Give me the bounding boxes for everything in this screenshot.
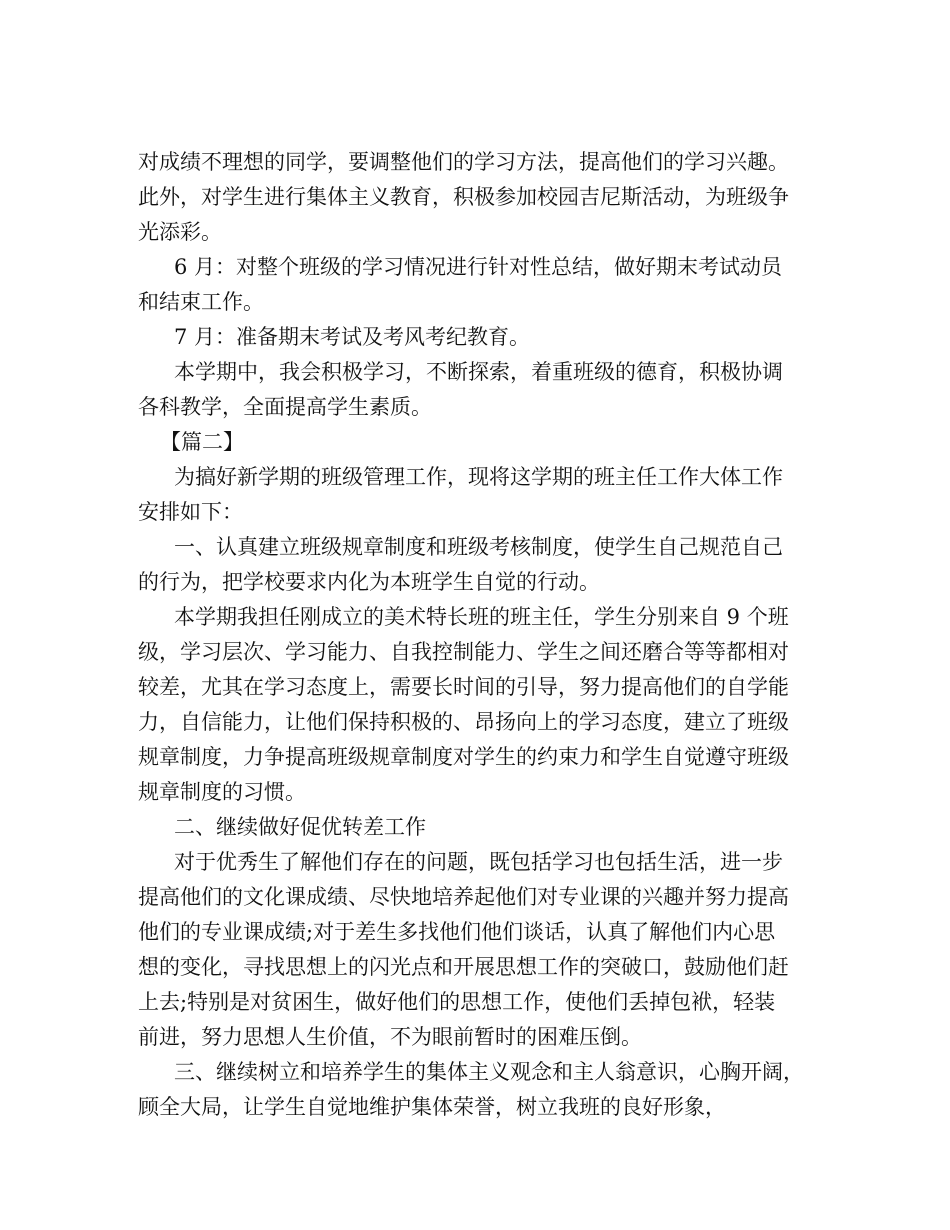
paragraph: [138, 250, 818, 320]
text-line: 和结束工作。: [138, 290, 264, 314]
paragraph: [138, 600, 818, 810]
text-line: 安排如下：: [138, 500, 243, 524]
text-line: 的行为，把学校要求内化为本班学生自觉的行动。: [138, 570, 600, 594]
text-line: 为搞好新学期的班级管理工作，现将这学期的班主任工作大体工作: [174, 465, 783, 489]
paragraph: [138, 320, 818, 355]
section-heading: [138, 425, 818, 460]
text-line: 各科教学，全面提高学生素质。: [138, 395, 432, 419]
text-line: 级，学习层次、学习能力、自我控制能力、学生之间还磨合等等都相对: [138, 640, 789, 664]
paragraph: [138, 355, 818, 425]
paragraph: [138, 1055, 818, 1125]
text-line: 前进，努力思想人生价值，不为眼前暂时的困难压倒。: [138, 1025, 642, 1049]
text-line: 力，自信能力，让他们保持积极的、昂扬向上的学习态度，建立了班级: [138, 710, 789, 734]
text-line: 6 月：对整个班级的学习情况进行针对性总结，做好期末考试动员: [174, 255, 783, 279]
text-line: 规章制度，力争提高班级规章制度对学生的约束力和学生自觉遵守班级: [138, 745, 789, 769]
text-line: 一、认真建立班级规章制度和班级考核制度，使学生自己规范自己: [174, 535, 783, 559]
text-line: 提高他们的文化课成绩、尽快地培养起他们对专业课的兴趣并努力提高: [138, 885, 789, 909]
text-line: 三、继续树立和培养学生的集体主义观念和主人翁意识，心胸开阔，: [174, 1060, 804, 1084]
text-line: 顾全大局，让学生自觉地维护集体荣誉，树立我班的良好形象，: [138, 1095, 726, 1119]
text-line: 对成绩不理想的同学，要调整他们的学习方法，提高他们的学习兴趣。: [138, 150, 789, 174]
text-line: 想的变化，寻找思想上的闪光点和开展思想工作的突破口，鼓励他们赶: [138, 955, 789, 979]
text-line: 【篇二】: [160, 430, 244, 454]
text-line: 此外，对学生进行集体主义教育，积极参加校园吉尼斯活动，为班级争: [138, 185, 789, 209]
text-line: 对于优秀生了解他们存在的问题，既包括学习也包括生活，进一步: [174, 850, 783, 874]
text-line: 7 月：准备期末考试及考风考纪教育。: [174, 325, 531, 349]
paragraph: [138, 845, 818, 1055]
paragraph: [138, 145, 818, 250]
paragraph: [138, 530, 818, 600]
text-line: 上去;特别是对贫困生，做好他们的思想工作，使他们丢掉包袱，轻装: [138, 990, 776, 1014]
document-page: [138, 145, 818, 1125]
text-line: 他们的专业课成绩;对于差生多找他们他们谈话，认真了解他们内心思: [138, 920, 776, 944]
text-line: 光添彩。: [138, 220, 222, 244]
text-line: 规章制度的习惯。: [138, 780, 306, 804]
text-line: 本学期我担任刚成立的美术特长班的班主任，学生分别来自 9 个班: [174, 605, 789, 629]
paragraph: [138, 810, 818, 845]
text-line: 本学期中，我会积极学习，不断探索，着重班级的德育，积极协调: [174, 360, 783, 384]
text-line: 二、继续做好促优转差工作: [174, 815, 426, 839]
paragraph: [138, 460, 818, 530]
text-line: 较差，尤其在学习态度上，需要长时间的引导，努力提高他们的自学能: [138, 675, 789, 699]
